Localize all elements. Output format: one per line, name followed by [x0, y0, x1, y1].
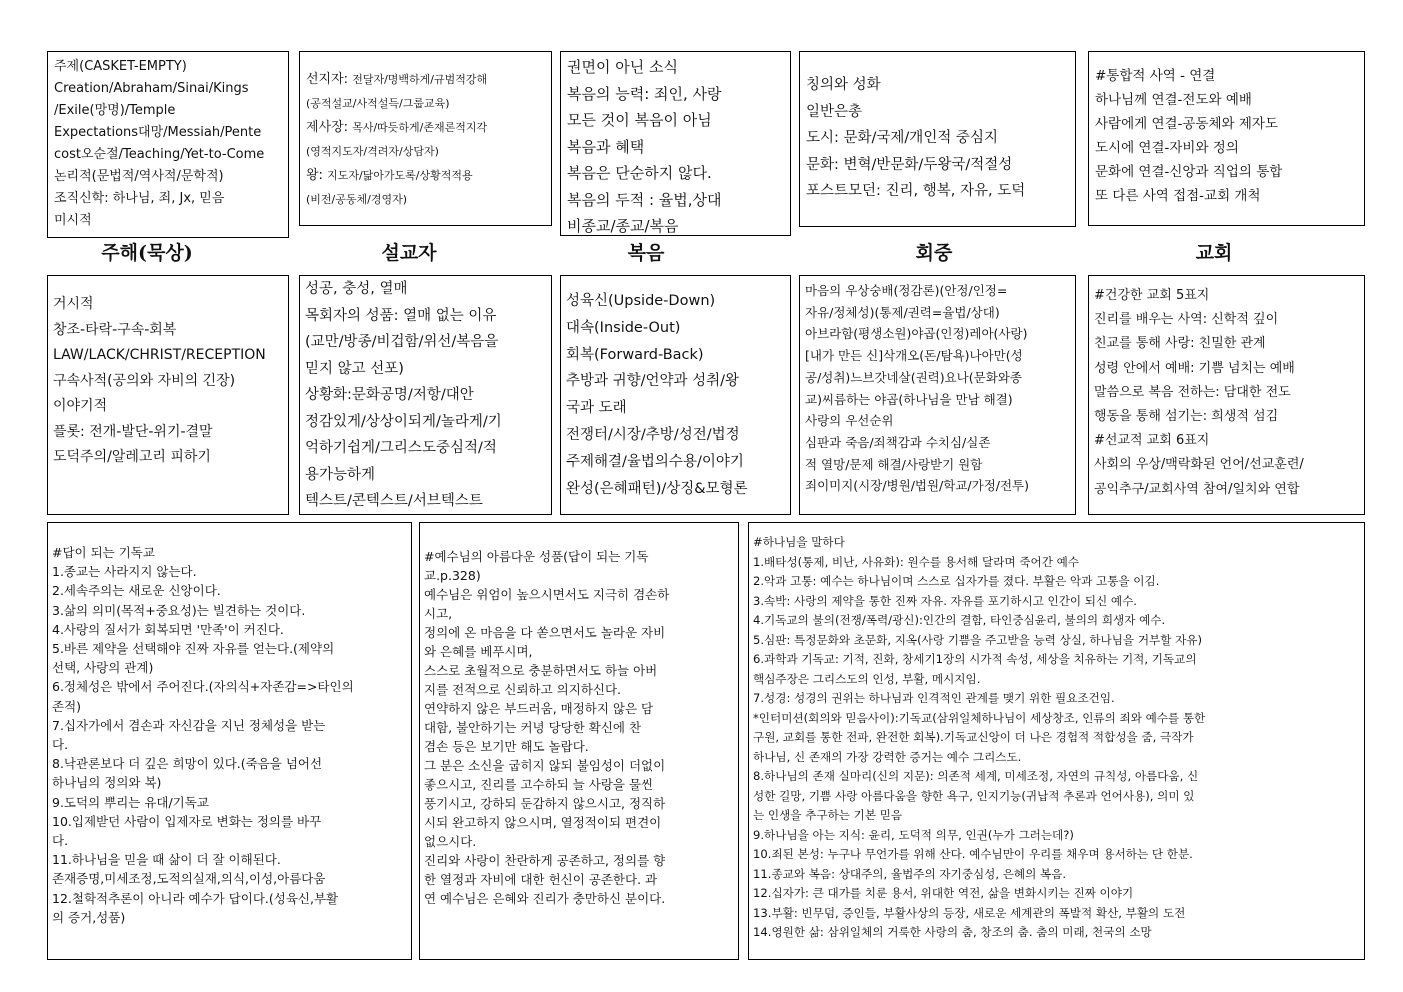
- text-line: 12.십자가: 큰 대가를 치룬 용서, 위대한 역전, 삶을 변화시키는 진짜 이야기: [753, 886, 1134, 900]
- text-line: 비종교/종교/복음: [567, 217, 679, 235]
- text-line: 지를 전적으로 신뢰하고 의지하신다.: [424, 682, 622, 697]
- text-line: 8.낙관론보다 더 깊은 희망이 있다.(죽음을 넘어선: [52, 756, 323, 772]
- text-line: Expectations대망/Messiah/Pente: [54, 125, 262, 140]
- text-line: 국과 도래: [566, 400, 627, 417]
- text-line: 성육신(Upside-Down): [566, 293, 716, 309]
- text-line: 하나님의 정의와 복): [52, 775, 162, 791]
- text-line: 다.: [52, 737, 69, 753]
- text-line: 문화에 연결-신앙과 직업의 통합: [1095, 164, 1283, 180]
- header-church: 교회: [1195, 242, 1233, 264]
- text-line: 의 증거,성품): [52, 909, 126, 925]
- text-line: 시되 완고하지 않으시며, 열정적이되 편견이: [424, 815, 662, 830]
- reason-for-god-box: [748, 522, 1365, 960]
- text-line: 정감있게/상상이되게/놀라게/기: [305, 413, 502, 430]
- text-line: 주제해결/율법의수용/이야기: [566, 453, 744, 470]
- text-line: [306, 68, 545, 92]
- text-line: 선택, 사랑의 관계): [52, 660, 154, 676]
- text-line: 추방과 귀향/언약과 성취/왕: [566, 373, 740, 390]
- text-line: #건강한 교회 5표지: [1094, 288, 1210, 303]
- text-line: 6.정체성은 밖에서 주어진다.(자의식+자존감=>타인의: [52, 679, 354, 695]
- text-line: 연약하지 않은 부드러움, 매정하지 않은 담: [424, 701, 654, 716]
- text-line: [306, 116, 545, 140]
- exegesis-box: [47, 51, 289, 238]
- text-line: 심판과 죽음/죄책감과 수치심/실존: [805, 434, 991, 450]
- text-line: 8.하나님의 존재 실마리(신의 지문): 의존적 세계, 미세조정, 자연의 규칙성, 아름다움, 신: [753, 769, 1199, 783]
- text-line: 11.하나님을 믿을 때 삶이 더 잘 이해된다.: [52, 852, 281, 868]
- jesus-character-box: [419, 522, 739, 960]
- preacher-box: [299, 51, 552, 226]
- text-line: 겸손 등은 보기만 해도 놀랍다.: [424, 739, 589, 754]
- text-line: 도시에 연결-자비와 정의: [1095, 140, 1239, 156]
- text-line: 7.십자가에서 겸손과 자신감을 지닌 정체성을 받는: [52, 717, 326, 733]
- text-line: 스스로 초월적으로 충분하면서도 하늘 아버: [424, 663, 658, 678]
- exegesis-detail-box: [47, 275, 289, 515]
- text-line: 2.악과 고통: 예수는 하나님이며 스스로 십자가를 졌다. 부활은 악과 고통을 이김.: [753, 574, 1160, 588]
- text-line: 거시적: [53, 296, 94, 312]
- text-line: 친교를 통해 사랑: 친밀한 관계: [1094, 336, 1266, 352]
- text-line: [306, 140, 545, 164]
- text-line: #하나님을 말하다: [753, 535, 845, 549]
- text-line: 도덕주의/알레고리 피하기: [53, 449, 211, 465]
- text-line: 존적): [52, 698, 82, 714]
- text-line: *인터미션(회의와 믿음사이):기독교(삼위일체하나님이 세상창조, 인류의 죄와 예수를 통한: [753, 710, 1206, 725]
- text-line: 또 다른 사역 접점-교회 개척: [1095, 188, 1261, 204]
- text-line: 대함, 불안하기는 커녕 당당한 확신에 찬: [424, 720, 642, 735]
- text-line: 사랑의 우선순위: [805, 413, 894, 429]
- text-line: 핵심주장은 그리스도의 인성, 부활, 메시지임.: [753, 671, 981, 686]
- text-line: #통합적 사역 - 연결: [1095, 68, 1216, 84]
- role-detail: (영적지도자/격려자/상담자): [306, 145, 439, 158]
- role-detail: (비전/공동체/경영자): [306, 193, 408, 206]
- text-line: 죄이미지(시장/병원/법원/학교/가정/전투): [805, 478, 1030, 494]
- text-line: #예수님의 아름다운 성품(답이 되는 기독: [424, 549, 649, 564]
- text-line: 풍기시고, 강하되 둔감하지 않으시고, 정직하: [424, 796, 666, 811]
- text-line: 이야기적: [53, 398, 108, 414]
- congregation-detail-box: [799, 275, 1076, 515]
- text-line: 적 열망/문제 해결/사랑받기 원함: [805, 456, 983, 472]
- text-line: 복음과 혜택: [567, 137, 645, 156]
- text-line: LAW/LACK/CHRIST/RECEPTION: [53, 347, 266, 363]
- text-line: 존재증명,미세조정,도적의실재,의식,이성,아름다움: [52, 871, 326, 887]
- text-line: (교만/방종/비겁함/위선/복음을: [305, 334, 499, 350]
- text-line: 3.속박: 사랑의 제약을 통한 진짜 자유. 자유를 포기하시고 인간이 되신 예수.: [753, 593, 1137, 608]
- role-label: 선지자:: [306, 72, 353, 87]
- text-line: 교)씨름하는 야곱(하나님을 만남 해결): [805, 391, 1013, 407]
- text-line: 문화: 변혁/반문화/두왕국/적절성: [806, 156, 1013, 173]
- text-line: 성공, 충성, 열매: [305, 281, 408, 297]
- text-line: 목회자의 성품: 열매 없는 이유: [305, 307, 497, 324]
- text-line: 연 예수님은 은혜와 진리가 충만하신 분이다.: [424, 891, 666, 906]
- text-line: 10.입제받던 사람이 입제자로 변화는 정의를 바꾸: [52, 813, 322, 829]
- text-line: 진리와 사랑이 찬란하게 공존하고, 정의를 향: [424, 853, 666, 868]
- text-line: 완성(은혜패턴)/상징&모형론: [566, 480, 748, 497]
- text-line: 사람에게 연결-공동체와 제자도: [1095, 116, 1278, 132]
- text-line: 대속(Inside-Out): [566, 319, 681, 336]
- text-line: 논리적(문법적/역사적/문학적): [54, 169, 224, 184]
- header-congregation: 회중: [915, 242, 953, 264]
- text-line: 정의에 온 마음을 다 쏟으면서도 놀라운 자비: [424, 625, 666, 640]
- role-detail: 전달자/명백하게/규범적강해: [352, 73, 488, 86]
- text-line: 진리를 배우는 사역: 신학적 깊이: [1094, 312, 1279, 328]
- text-line: #선교적 교회 6표지: [1094, 433, 1210, 449]
- text-line: 교.p.328): [424, 568, 481, 583]
- header-gospel: 복음: [627, 242, 665, 264]
- text-line: 13.부활: 빈무덤, 증인들, 부활사상의 등장, 새로운 세계관의 폭발적 확산, 부활의 도전: [753, 905, 1186, 920]
- text-line: 구원, 교회를 통한 전파, 완전한 회복).기독교신앙이 더 나은 경험적 적합성을 줌, 극작가: [753, 730, 1194, 744]
- text-line: 미시적: [54, 213, 92, 228]
- text-line: 한 열정과 자비에 대한 헌신이 공존한다. 과: [424, 872, 658, 887]
- text-line: 예수님은 위엄이 높으시면서도 지극히 겸손하: [424, 587, 670, 602]
- text-line: 모든 것이 복음이 아님: [567, 111, 712, 129]
- header-preacher: 설교자: [381, 242, 437, 264]
- text-line: 4.기독교의 불의(전쟁/폭력/광신):인간의 결함, 타인중심윤리, 불의의 희생자 예수.: [753, 613, 1166, 627]
- text-line: 텍스트/콘텍스트/서브텍스트: [305, 493, 483, 509]
- text-line: [306, 164, 545, 188]
- text-line: 성령 안에서 예배: 기쁨 넘치는 예배: [1094, 360, 1295, 376]
- answer-christianity-box: [47, 522, 412, 960]
- text-line: 1.종교는 사라지지 않는다.: [52, 564, 197, 580]
- church-detail-box: [1088, 275, 1365, 515]
- text-line: 행동을 통해 섬기는: 희생적 섬김: [1094, 409, 1279, 425]
- text-line: 회복(Forward-Back): [566, 346, 704, 363]
- text-line: 상황화:문화공명/저항/대안: [305, 387, 474, 403]
- text-line: 11.종교와 복음: 상대주의, 율법주의 자기중심성, 은혜의 복음.: [753, 866, 1067, 881]
- role-detail: 지도자/닮아가도록/상황적적용: [327, 169, 473, 182]
- text-line: 9.하나님을 아는 지식: 윤리, 도덕적 의무, 인권(누가 그러는데?): [753, 827, 1074, 842]
- text-line: 공익추구/교회사역 참여/일치와 연합: [1094, 481, 1300, 497]
- text-line: 아브라함(평생소원)야곱(인정)레아(사랑): [805, 326, 1028, 342]
- text-line: 창조-타락-구속-회복: [53, 321, 177, 338]
- role-label: 제사장:: [306, 120, 353, 135]
- header-exegesis: 주해(묵상): [101, 242, 193, 264]
- text-line: 5.바른 제약을 선택해야 진짜 자유를 얻는다.(제약의: [52, 641, 335, 657]
- text-line: 공/성취)느브갓네살(권력)요나(문화와종: [805, 369, 1022, 385]
- text-line: 성한 길망, 기쁨 사랑 아름다움을 향한 욕구, 인지기능(귀납적 추론과 언어사용), 의미 있: [753, 788, 1195, 803]
- text-line: [내가 만든 신]삭개오(돈/탐욕)나아만(성: [805, 348, 1023, 364]
- text-line: 구속사적(공의와 자비의 긴장): [53, 372, 236, 389]
- text-line: 자유/정체성)(통제/권력=율법/상대): [805, 304, 1000, 320]
- text-line: 복음의 두적 : 율법,상대: [567, 190, 722, 209]
- text-line: 그 분은 소신을 굽히지 않되 불임성이 더없이: [424, 758, 666, 773]
- gospel-detail-box: [560, 275, 791, 515]
- text-line: 복음은 단순하지 않다.: [567, 164, 712, 182]
- role-detail: (공적설교/사적설득/그룹교육): [306, 97, 450, 110]
- text-line: 마음의 우상숭배(정감론)(안정/인정=: [805, 283, 1008, 298]
- gospel-box: [560, 51, 791, 236]
- text-line: 전쟁터/시장/추방/성전/법정: [566, 426, 740, 443]
- text-line: 말씀으로 복음 전하는: 담대한 전도: [1094, 384, 1291, 400]
- text-line: 하나님께 연결-전도와 예배: [1095, 92, 1252, 108]
- text-line: [306, 92, 545, 116]
- role-label: 왕:: [306, 168, 328, 183]
- text-line: 주제(CASKET-EMPTY): [54, 59, 187, 74]
- text-line: 와 은혜를 베푸시며,: [424, 644, 533, 659]
- text-line: 9.도덕의 뿌리는 유대/기독교: [52, 794, 209, 810]
- text-line: 일반은총: [806, 103, 863, 120]
- text-line: 도시: 문화/국제/개인적 중심지: [806, 130, 998, 146]
- text-line: 다.: [52, 833, 69, 849]
- text-line: 4.사랑의 질서가 회복되면 '만족'이 커진다.: [52, 621, 284, 637]
- text-line: 플롯: 전개-발단-위기-결말: [53, 423, 213, 440]
- text-line: 복음의 능력: 죄인, 사랑: [567, 84, 722, 103]
- role-detail: 목사/따듯하게/존재론적지각: [352, 121, 488, 134]
- text-line: 3.삶의 의미(목적+중요성)는 빌견하는 것이다.: [52, 602, 306, 618]
- text-line: 용가능하게: [305, 466, 376, 483]
- text-line: 7.성경: 성경의 권위는 하나님과 인격적인 관계를 맺기 위한 필요조건임.: [753, 691, 1115, 705]
- text-line: 조직신학: 하나님, 죄, Jx, 믿음: [54, 191, 225, 206]
- text-line: 14.영원한 삶: 삼위일체의 거룩한 사랑의 춤, 창조의 춤. 춤의 미래, 천국의 소망: [753, 925, 1152, 939]
- text-line: 없으시다.: [424, 834, 477, 849]
- congregation-box: [799, 51, 1076, 227]
- text-line: 사회의 우상/맥락화된 언어/선교훈련/: [1094, 457, 1304, 473]
- text-line: 2.세속주의는 새로운 신앙이다.: [52, 583, 221, 599]
- text-line: 시고,: [424, 606, 453, 621]
- text-line: /Exile(망명)/Temple: [54, 103, 176, 118]
- text-line: 1.배타성(통제, 비난, 사유화): 원수를 용서해 달라며 죽어간 예수: [753, 554, 1079, 569]
- text-line: 5.심판: 특정문화와 초문화, 지옥(사랑 기쁨을 주고받을 능력 상실, 하나님을 거부할 자유): [753, 632, 1203, 647]
- text-line: 는 인생을 추구하는 기본 믿음: [753, 808, 903, 822]
- text-line: 믿지 않고 선포): [305, 360, 404, 377]
- text-line: #답이 되는 기독교: [52, 545, 155, 560]
- text-line: 하나님, 신 존재의 가장 강력한 증거는 예수 그리스도.: [753, 749, 1022, 764]
- text-line: [306, 188, 545, 212]
- text-line: 칭의와 성화: [806, 77, 881, 93]
- church-box: [1088, 51, 1365, 226]
- preacher-detail-box: [299, 275, 552, 515]
- text-line: 6.과학과 기독교: 기적, 진화, 창세기1장의 시가적 속성, 세상을 치유하는 기적, 기독교의: [753, 652, 1197, 666]
- text-line: Creation/Abraham/Sinai/Kings: [54, 81, 249, 96]
- text-line: 좋으시고, 진리를 고수하되 늘 사랑을 물씬: [424, 777, 654, 792]
- text-line: 억하기쉽게/그리스도중심적/적: [305, 440, 497, 456]
- text-line: 포스트모던: 진리, 행복, 자유, 도덕: [806, 183, 1026, 199]
- text-line: 10.죄된 본성: 누구나 무언가를 위해 산다. 예수님만이 우리를 채우며 용서하는 단 한분.: [753, 847, 1193, 861]
- text-line: cost오순절/Teaching/Yet-to-Come: [54, 147, 265, 162]
- text-line: 권면이 아닌 소식: [567, 58, 678, 76]
- text-line: 12.철학적추론이 아니라 예수가 답이다.(성육신,부활: [52, 890, 339, 906]
